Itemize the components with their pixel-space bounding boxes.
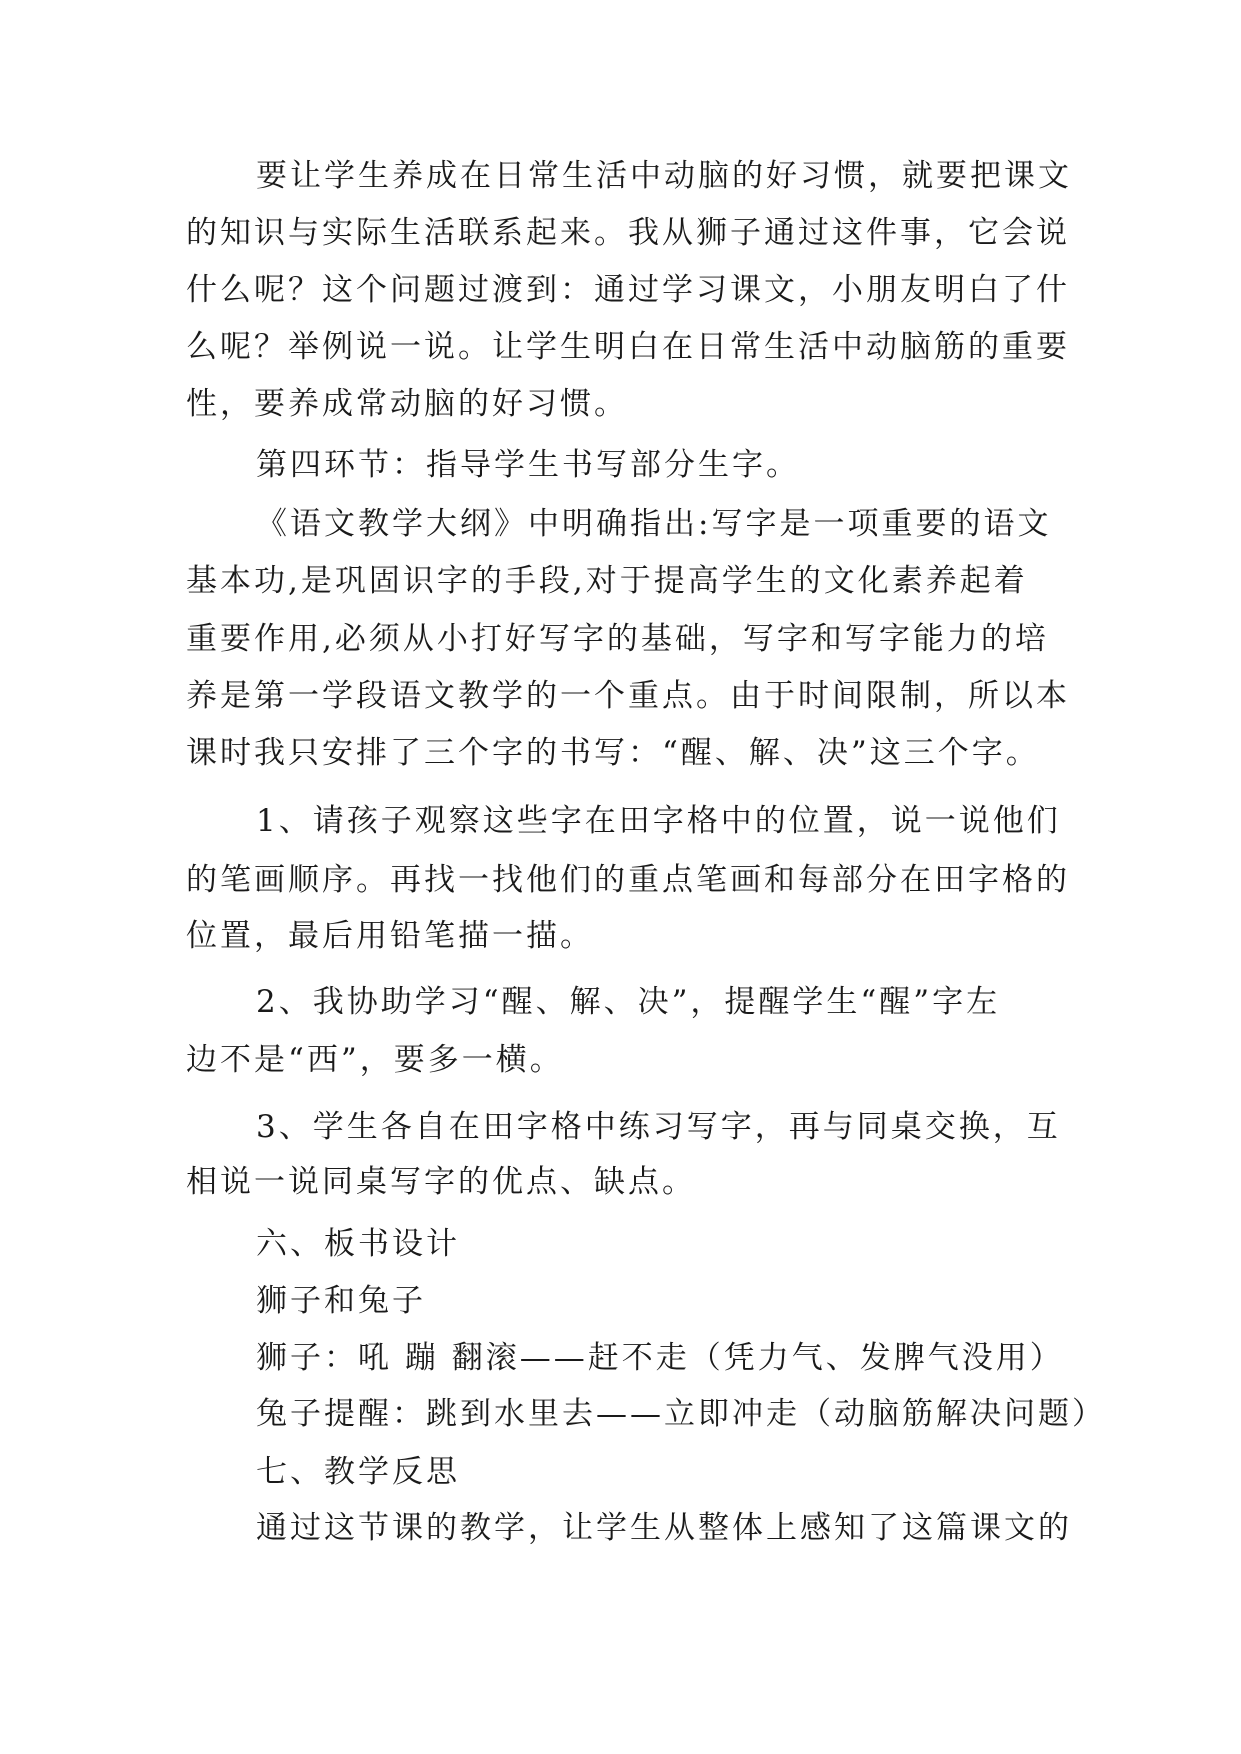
paragraph-line: 课时我只安排了三个字的书写：“醒、解、决”这三个字。 xyxy=(186,735,1040,771)
paragraph-line: 的笔画顺序。再找一找他们的重点笔画和每部分在田字格的 xyxy=(186,862,1070,898)
paragraph-line: 么呢？举例说一说。让学生明白在日常生活中动脑筋的重要 xyxy=(186,329,1070,365)
paragraph-line: 通过这节课的教学，让学生从整体上感知了这篇课文的 xyxy=(256,1510,1072,1546)
paragraph-line: 的知识与实际生活联系起来。我从狮子通过这件事，它会说 xyxy=(186,215,1070,251)
paragraph-line: 重要作用,必须从小打好写字的基础，写字和写字能力的培 xyxy=(186,621,1049,657)
paragraph-line: 养是第一学段语文教学的一个重点。由于时间限制，所以本 xyxy=(186,678,1070,714)
paragraph-line: 要让学生养成在日常生活中动脑的好习惯，就要把课文 xyxy=(256,158,1072,194)
paragraph-line: 什么呢？这个问题过渡到：通过学习课文，小朋友明白了什 xyxy=(186,272,1070,308)
paragraph-line: 基本功,是巩固识字的手段,对于提高学生的文化素养起着 xyxy=(186,563,1028,599)
section-heading: 七、教学反思 xyxy=(256,1454,460,1490)
board-title: 狮子和兔子 xyxy=(256,1283,426,1319)
paragraph-line: 位置，最后用铅笔描一描。 xyxy=(186,918,594,954)
list-item: 2、我协助学习“醒、解、决”，提醒学生“醒”字左 xyxy=(256,984,1001,1020)
list-item: 1、请孩子观察这些字在田字格中的位置，说一说他们 xyxy=(256,803,1061,839)
paragraph-line: 边不是“西”，要多一横。 xyxy=(186,1042,564,1078)
paragraph-line: 性，要养成常动脑的好习惯。 xyxy=(186,386,628,422)
paragraph-line: 《语文教学大纲》中明确指出:写字是一项重要的语文 xyxy=(256,506,1052,542)
paragraph-line: 相说一说同桌写字的优点、缺点。 xyxy=(186,1164,696,1200)
list-item: 3、学生各自在田字格中练习写字，再与同桌交换，互 xyxy=(256,1109,1061,1145)
section-heading: 第四环节：指导学生书写部分生字。 xyxy=(256,447,800,483)
board-line: 狮子：吼 蹦 翻滚——赶不走（凭力气、发脾气没用） xyxy=(256,1340,1064,1376)
section-heading: 六、板书设计 xyxy=(256,1226,460,1262)
board-line: 兔子提醒：跳到水里去——立即冲走（动脑筋解决问题） xyxy=(256,1396,1106,1432)
